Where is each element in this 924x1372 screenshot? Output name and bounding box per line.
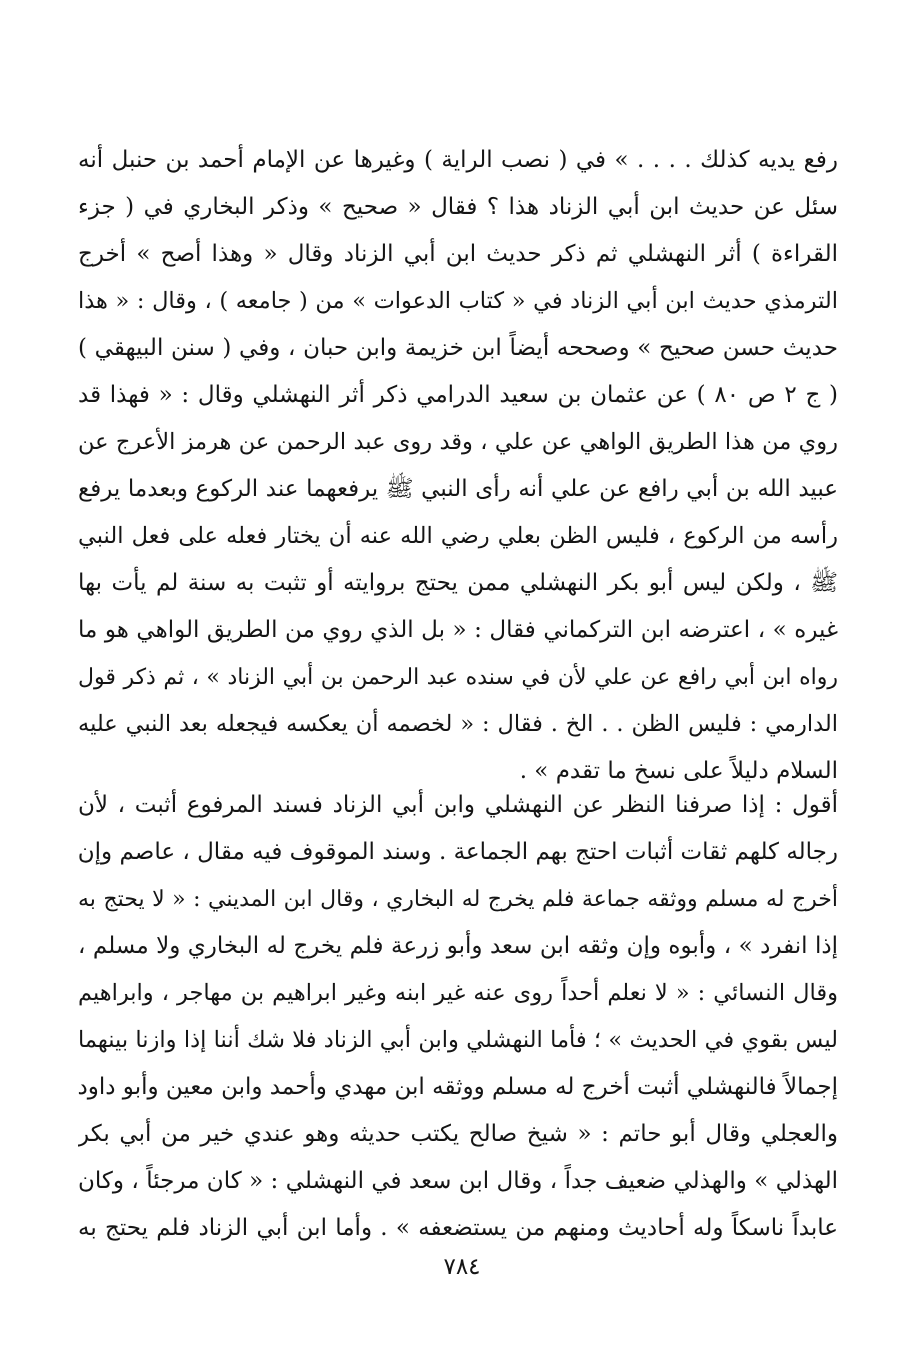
text-line: القراءة ) أثر النهشلي ثم ذكر حديث ابن أبي الزناد وقال « وهذا أصح » أخرج [78,241,838,267]
paragraph-1 [78,137,838,795]
text-line: حديث حسن صحيح » وصححه أيضاً ابن خزيمة وابن حبان ، وفي ( سنن البيهقي ) [78,335,838,361]
text-line: والعجلي وقال أبو حاتم : « شيخ صالح يكتب حديثه وهو عندي خير من أبي بكر [78,1121,838,1147]
text-line: وقال النسائي : « لا نعلم أحداً روى عنه غير ابنه وغير ابراهيم بن مهاجر ، وابراهيم [78,980,838,1006]
paragraph-2 [78,782,838,1252]
text-line: روي من هذا الطريق الواهي عن علي ، وقد روى عبد الرحمن عن هرمز الأعرج عن [78,429,838,455]
text-line: عبيد الله بن أبي رافع عن علي أنه رأى النبي ﷺ يرفعهما عند الركوع وبعدما يرفع [78,476,838,502]
text-line: السلام دليلاً على نسخ ما تقدم » . [519,758,838,784]
text-line: ليس بقوي في الحديث » ؛ فأما النهشلي وابن أبي الزناد فلا شك أننا إذا وازنا بينهما [78,1027,838,1053]
text-line: الترمذي حديث ابن أبي الزناد في « كتاب الدعوات » من ( جامعه ) ، وقال : « هذا [78,288,838,314]
page-number: ٧٨٤ [443,1254,481,1280]
text-line: رفع يديه كذلك . . . . » في ( نصب الراية ) وغيرها عن الإمام أحمد بن حنبل أنه [78,147,838,173]
text-line: إجمالاً فالنهشلي أثبت أخرج له مسلم ووثقه ابن مهدي وأحمد وابن معين وأبو داود [78,1074,838,1100]
text-line: الهذلي » والهذلي ضعيف جداً ، وقال ابن سعد في النهشلي : « كان مرجئاً ، وكان [78,1168,838,1194]
text-line: رأسه من الركوع ، فليس الظن بعلي رضي الله عنه أن يختار فعله على فعل النبي [78,523,838,549]
text-line: رواه ابن أبي رافع عن علي لأن في سنده عبد الرحمن بن أبي الزناد » ، ثم ذكر قول [78,665,838,690]
text-line: سئل عن حديث ابن أبي الزناد هذا ؟ فقال « صحيح » وذكر البخاري في ( جزء [78,194,838,220]
text-line: رجاله كلهم ثقات أثبات احتج بهم الجماعة . وسند الموقوف فيه مقال ، عاصم وإن [78,839,838,865]
text-line: عابداً ناسكاً وله أحاديث ومنهم من يستضعفه » . وأما ابن أبي الزناد فلم يحتج به [78,1215,838,1241]
text-line: إذا انفرد » ، وأبوه وإن وثقه ابن سعد وأبو زرعة فلم يخرج له البخاري ولا مسلم ، [78,933,838,959]
text-line: الدارمي : فليس الظن . . الخ . فقال : « لخصمه أن يعكسه فيجعله بعد النبي عليه [78,711,838,737]
text-line: أخرج له مسلم ووثقه جماعة فلم يخرج له البخاري ، وقال ابن المديني : « لا يحتج به [78,887,838,912]
text-line: أقول : إذا صرفنا النظر عن النهشلي وابن أبي الزناد فسند المرفوع أثبت ، لأن [78,792,838,818]
text-line: ( ج ٢ ص ٨٠ ) عن عثمان بن سعيد الدرامي ذكر أثر النهشلي وقال : « فهذا قد [78,382,838,408]
text-line: غيره » ، اعترضه ابن التركماني فقال : « بل الذي روي من الطريق الواهي هو ما [78,617,838,643]
text-line: ﷺ ، ولكن ليس أبو بكر النهشلي ممن يحتج بروايته أو تثبت به سنة لم يأت بها [78,570,838,596]
